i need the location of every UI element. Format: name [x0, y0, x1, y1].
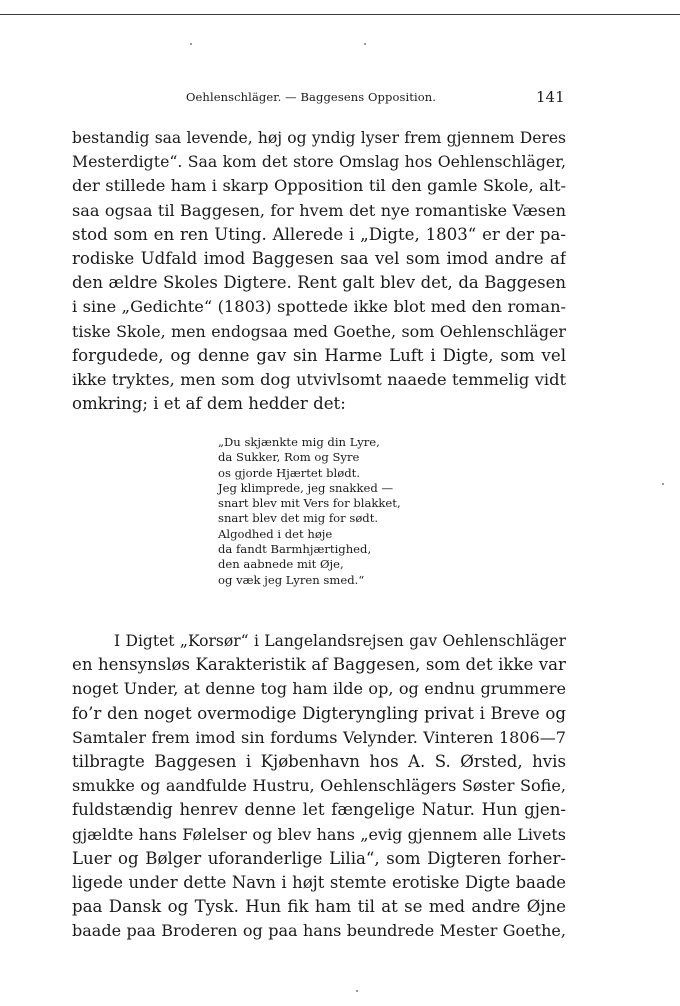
scan-speck	[190, 43, 192, 45]
text-line: noget Under, at denne tog ham ilde op, og endnu grummere	[72, 679, 566, 699]
text-line: baade paa Broderen og paa hans beundrede Mester Goethe,	[72, 921, 566, 941]
paragraph-2	[72, 629, 566, 943]
text-line: omkring; i et af dem hedder det:	[72, 394, 346, 414]
text-line: stod som en ren Uting. Allerede i „Digte, 1803“ er der pa-	[72, 224, 566, 244]
poem-line: os gjorde Hjærtet blødt.	[218, 465, 361, 480]
scan-speck	[356, 990, 358, 992]
text-line: den ældre Skoles Digtere. Rent galt blev det, da Baggesen	[72, 273, 566, 293]
text-line: Mesterdigte“. Saa kom det store Omslag hos Oehlenschläger,	[72, 152, 566, 172]
text-line: der stillede ham i skarp Opposition til den gamle Skole, alt-	[72, 176, 566, 196]
poem-line: Algodhed i det høje	[218, 526, 333, 541]
running-title: Oehlenschläger. — Baggesens Opposition.	[186, 90, 437, 104]
text-line: paa Dansk og Tysk. Hun fik ham til at se med andre Øjne	[72, 897, 566, 917]
text-line: tiske Skole, men endogsaa med Goethe, som Oehlenschläger	[72, 321, 566, 341]
scan-speck	[662, 483, 664, 485]
poem-line: den aabnede mit Øje,	[218, 557, 344, 572]
text-line: tilbragte Baggesen i Kjøbenhavn hos A. S. Ørsted, hvis	[72, 751, 566, 771]
text-line: ikke tryktes, men som dog utvivlsomt naaede temmelig vidt	[72, 369, 566, 389]
scan-speck	[364, 43, 366, 45]
text-line: I Digtet „Korsør“ i Langelandsrejsen gav Oehlenschläger	[114, 632, 566, 650]
poem-line: da fandt Barmhjærtighed,	[218, 542, 372, 557]
page-top-edge-rule	[0, 14, 680, 15]
paragraph-1	[72, 126, 566, 416]
text-line: Luer og Bølger uforanderlige Lilia“, som Digteren forher-	[72, 848, 566, 868]
poem-line: „Du skjænkte mig din Lyre,	[218, 435, 380, 449]
text-line: forgudede, og denne gav sin Harme Luft i Digte, som vel	[72, 345, 566, 365]
text-line: bestandig saa levende, høj og yndig lyser frem gjennem Deres	[72, 129, 566, 147]
text-line: fuldstændig henrev denne let fængelige Natur. Hun gjen-	[72, 800, 566, 820]
text-line: en hensynsløs Karakteristik af Baggesen, som det ikke var	[72, 655, 566, 675]
text-line: saa ogsaa til Baggesen, for hvem det nye romantiske Væsen	[72, 200, 566, 220]
poem-line: snart blev mit Vers for blakket,	[218, 496, 401, 511]
poem-line: og væk jeg Lyren smed.“	[218, 572, 365, 587]
poem-line: snart blev det mig for sødt.	[218, 511, 379, 526]
poem-line: Jeg klimprede, jeg snakked —	[218, 480, 394, 495]
text-line: smukke og aandfulde Hustru, Oehlenschlägers Søster Sofie,	[72, 776, 566, 796]
poem-line: da Sukker, Rom og Syre	[218, 450, 360, 465]
running-head	[0, 88, 680, 108]
page-number: 141	[536, 88, 565, 106]
text-line: i sine „Gedichte“ (1803) spottede ikke blot med den roman-	[72, 297, 566, 317]
text-line: rodiske Udfald imod Baggesen saa vel som imod andre af	[72, 248, 566, 268]
text-line: Samtaler frem imod sin fordums Velynder. Vinteren 1806—7	[72, 727, 566, 747]
text-line: fo’r den noget overmodige Digteryngling privat i Breve og	[72, 703, 566, 723]
poem-quotation	[218, 435, 401, 588]
text-line: gjældte hans Følelser og blev hans „evig gjennem alle Livets	[72, 824, 566, 844]
text-line: ligede under dette Navn i højt stemte erotiske Digte baade	[72, 872, 566, 892]
